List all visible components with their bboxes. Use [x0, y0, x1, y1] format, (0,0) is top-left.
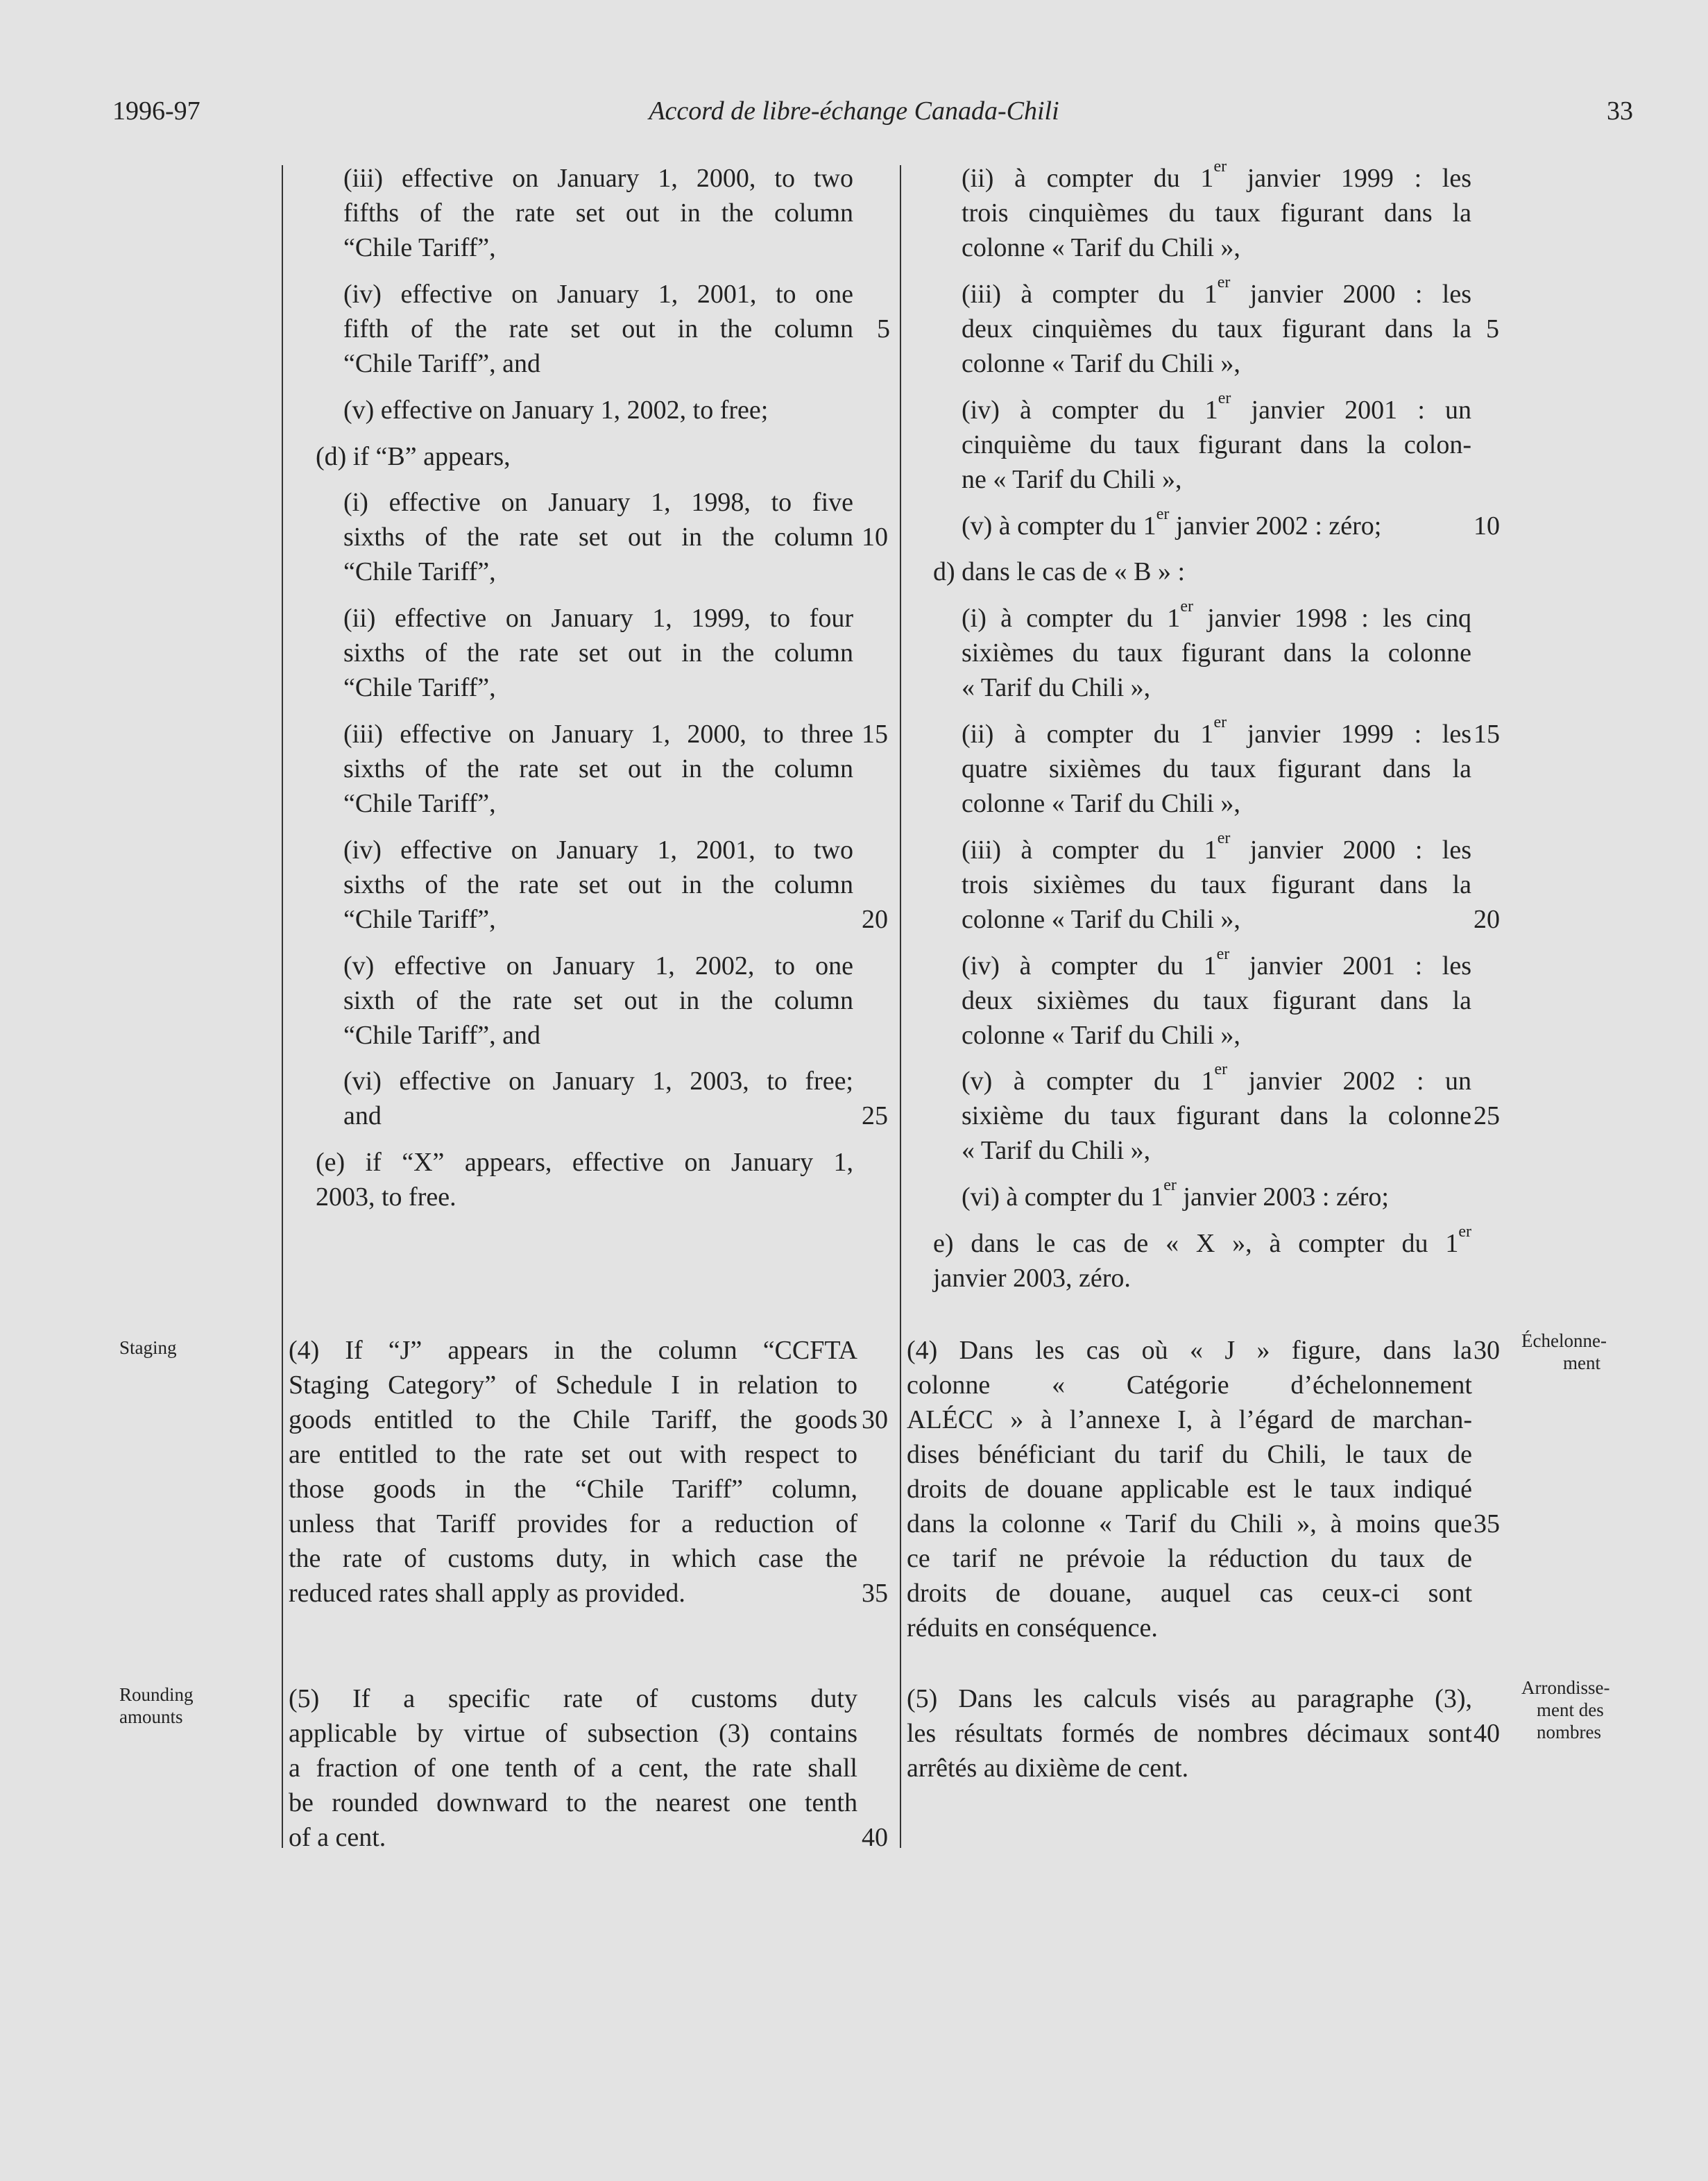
en-clause-c-iv: (iv) effective on January 1, 2001, to one fifth of the rate set out in the column “Chile Tariff”, and	[343, 280, 853, 378]
en-line-number-25: 25	[862, 1101, 888, 1130]
en-clause-c-v: (v) effective on January 1, 2002, to free;	[343, 396, 769, 425]
running-header-year: 1996-97	[112, 96, 200, 126]
en-line-number-30: 30	[862, 1405, 888, 1434]
fr-line-number-40: 40	[1474, 1719, 1500, 1748]
en-line-number-20: 20	[862, 905, 888, 934]
en-paragraph-d: (d) if “B” appears,	[316, 442, 511, 471]
running-header-title: Accord de libre-échange Canada-Chili	[649, 96, 1059, 126]
center-column-rule	[900, 165, 901, 1848]
en-line-number-40: 40	[862, 1823, 888, 1852]
fr-clause-d-vi: (vi) à compter du 1er janvier 2003 : zéro;	[962, 1176, 1389, 1212]
en-line-number-15: 15	[862, 720, 888, 749]
en-line-number-35: 35	[862, 1579, 888, 1608]
en-paragraph-e: (e) if “X” appears, effective on January 1, 2003, to free.	[316, 1148, 853, 1212]
en-clause-d-i: (i) effective on January 1, 1998, to five sixths of the rate set out in the column “Chile Tariff”,	[343, 488, 853, 586]
fr-clause-d-iv: (iv) à compter du 1er janvier 2001 : les deux sixièmes du taux figurant dans la colonne « Tarif du Chili »,	[962, 945, 1471, 1050]
fr-paragraph-e: e) dans le cas de « X », à compter du 1er janvier 2003, zéro.	[933, 1223, 1471, 1293]
fr-subsection-4: (4) Dans les cas où « J » figure, dans la colonne « Catégorie d’échelonnement ALÉCC » à l’annexe I, à l’égard de marchan- dises bénéficiant du tarif du Chili, le taux de droits de douane applicable est le taux indiqué dans la colonne « Tarif du Chili », à moins que ce tarif ne prévoie la réduction du taux de droits de douane, auquel cas ceux-ci sont réduits en conséquence.	[907, 1336, 1472, 1643]
en-clause-d-v: (v) effective on January 1, 2002, to one sixth of the rate set out in the column “Chile Tariff”, and	[343, 951, 853, 1050]
fr-line-number-5: 5	[1486, 314, 1499, 343]
fr-clause-c-iv: (iv) à compter du 1er janvier 2001 : un cinquième du taux figurant dans la colon- ne « Tarif du Chili »,	[962, 389, 1472, 494]
fr-clause-c-iii: (iii) à compter du 1er janvier 2000 : les deux cinquièmes du taux figurant dans la colonne « Tarif du Chili »,	[962, 273, 1471, 378]
fr-paragraph-d: d) dans le cas de « B » :	[933, 557, 1186, 586]
fr-clause-d-v: (v) à compter du 1er janvier 2002 : un sixième du taux figurant dans la colonne « Tarif du Chili »,	[962, 1060, 1471, 1165]
fr-clause-c-v: (v) à compter du 1er janvier 2002 : zéro;	[962, 505, 1382, 541]
en-subsection-5: (5) If a specific rate of customs duty applicable by virtue of subsection (3) contains a fraction of one tenth of a cent, the rate shall be rounded downward to the nearest one tenth of a cent.	[289, 1684, 857, 1852]
en-line-number-10: 10	[862, 523, 888, 552]
fr-line-number-10: 10	[1474, 511, 1500, 541]
left-column-rule	[282, 165, 283, 1848]
en-subsection-4: (4) If “J” appears in the column “CCFTA Staging Category” of Schedule I in relation to goods entitled to the Chile Tariff, the goods are entitled to the rate set out with respect to those goods in the “Chile Tariff” column, unless that Tariff provides for a reduction of the rate of customs duty, in which case the reduced rates shall apply as provided.	[289, 1336, 857, 1608]
fr-clause-d-i: (i) à compter du 1er janvier 1998 : les cinq sixièmes du taux figurant dans la colonne « Tarif du Chili »,	[962, 597, 1472, 702]
marginal-note-echelonnement: Échelonne- ment	[1521, 1330, 1607, 1373]
marginal-note-arrondissement: Arrondisse- ment des nombres	[1521, 1677, 1610, 1742]
fr-line-number-35: 35	[1474, 1509, 1500, 1538]
fr-line-number-25: 25	[1474, 1101, 1500, 1130]
marginal-note-staging: Staging	[119, 1337, 177, 1358]
en-clause-c-iii: (iii) effective on January 1, 2000, to two fifths of the rate set out in the column “Chile Tariff”,	[343, 164, 853, 262]
page-number: 33	[1607, 96, 1633, 126]
fr-line-number-30: 30	[1474, 1336, 1500, 1365]
fr-clause-d-ii: (ii) à compter du 1er janvier 1999 : les quatre sixièmes du taux figurant dans la colonne « Tarif du Chili »,	[962, 713, 1471, 818]
en-line-number-5: 5	[877, 314, 890, 343]
fr-clause-c-ii: (ii) à compter du 1er janvier 1999 : les trois cinquièmes du taux figurant dans la colonne « Tarif du Chili »,	[962, 158, 1471, 262]
en-clause-d-iv: (iv) effective on January 1, 2001, to two sixths of the rate set out in the column “Chile Tariff”,	[343, 835, 853, 934]
en-clause-d-ii: (ii) effective on January 1, 1999, to four sixths of the rate set out in the column “Chile Tariff”,	[343, 604, 853, 702]
fr-subsection-5: (5) Dans les calculs visés au paragraphe (3), les résultats formés de nombres décimaux sont arrêtés au dixième de cent.	[907, 1684, 1472, 1783]
marginal-note-rounding-amounts: Rounding amounts	[119, 1684, 194, 1727]
fr-line-number-20: 20	[1474, 905, 1500, 934]
fr-line-number-15: 15	[1474, 720, 1500, 749]
en-clause-d-vi: (vi) effective on January 1, 2003, to free; and	[343, 1067, 853, 1130]
fr-clause-d-iii: (iii) à compter du 1er janvier 2000 : les trois sixièmes du taux figurant dans la colonne « Tarif du Chili »,	[962, 829, 1471, 934]
en-clause-d-iii: (iii) effective on January 1, 2000, to three sixths of the rate set out in the column “Chile Tariff”,	[343, 720, 853, 818]
